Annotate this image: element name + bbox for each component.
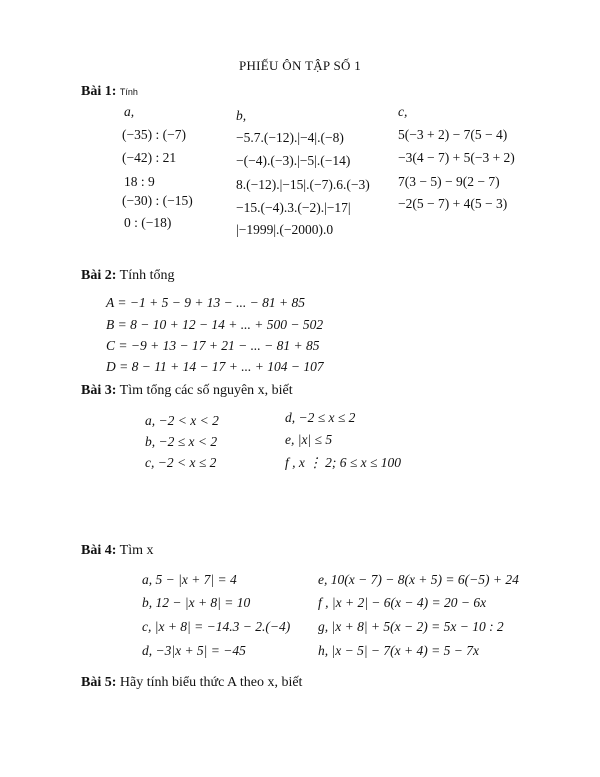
- bai1-b-item: −5.7.(−12).|−4|.(−8): [236, 130, 344, 145]
- bai3-right-item: e, |x| ≤ 5: [285, 432, 333, 447]
- bai3-text: Tìm tổng các số nguyên x, biết: [119, 383, 293, 398]
- page-title: PHIẾU ÔN TẬP SỐ 1: [238, 58, 362, 73]
- bai3-left-item: a, −2 < x < 2: [145, 413, 219, 428]
- bai1-label: Bài 1:: [81, 84, 117, 99]
- bai1-col-c-header: c,: [398, 104, 408, 119]
- bai1-c-item: −3(4 − 7) + 5(−3 + 2): [398, 150, 515, 165]
- bai1-a-item: (−30) : (−15): [122, 193, 193, 208]
- bai4-left-item: b, 12 − |x + 8| = 10: [142, 595, 251, 610]
- bai5-heading: [81, 675, 302, 691]
- bai1-b-item: −(−4).(−3).|−5|.(−14): [236, 153, 351, 168]
- bai1-a-item: 18 : 9: [124, 174, 155, 189]
- bai4-right-item: h, |x − 5| − 7(x + 4) = 5 − 7x: [318, 643, 479, 658]
- bai3-label: Bài 3:: [81, 383, 117, 398]
- bai1-a-item: (−35) : (−7): [122, 127, 186, 142]
- bai1-heading: [81, 84, 138, 100]
- bai5-label: Bài 5:: [81, 675, 117, 690]
- bai2-label: Bài 2:: [81, 268, 117, 283]
- bai3-right-item: f , x ⋮ 2; 6 ≤ x ≤ 100: [285, 455, 402, 470]
- bai1-c-item: 5(−3 + 2) − 7(5 − 4): [398, 127, 508, 142]
- bai1-col-b-header: b,: [236, 108, 247, 123]
- bai4-left-item: a, 5 − |x + 7| = 4: [142, 572, 237, 587]
- bai4-left-item: c, |x + 8| = −14.3 − 2.(−4): [142, 619, 291, 634]
- bai2-heading: [81, 268, 174, 284]
- bai1-a-item: 0 : (−18): [124, 215, 172, 230]
- bai2-sum-line: B = 8 − 10 + 12 − 14 + ... + 500 − 502: [106, 317, 324, 332]
- bai2-sum-line: A = −1 + 5 − 9 + 13 − ... − 81 + 85: [106, 295, 306, 310]
- bai3-right-item: d, −2 ≤ x ≤ 2: [285, 410, 356, 425]
- bai4-left-item: d, −3|x + 5| = −45: [142, 643, 246, 658]
- bai1-col-a-header: a,: [124, 104, 135, 119]
- bai4-right-item: g, |x + 8| + 5(x − 2) = 5x − 10 : 2: [318, 619, 504, 634]
- bai1-c-item: −2(5 − 7) + 4(5 − 3): [398, 196, 508, 211]
- bai4-label: Bài 4:: [81, 543, 117, 558]
- bai4-right-item: e, 10(x − 7) − 8(x + 5) = 6(−5) + 24: [318, 572, 519, 587]
- bai1-b-item: 8.(−12).|−15|.(−7).6.(−3): [236, 177, 370, 192]
- bai1-a-item: (−42) : 21: [122, 150, 177, 165]
- bai4-heading: [81, 543, 153, 559]
- bai2-sum-line: D = 8 − 11 + 14 − 17 + ... + 104 − 107: [106, 359, 324, 374]
- bai2-text: Tính tổng: [119, 268, 175, 283]
- bai3-left-item: b, −2 ≤ x < 2: [145, 434, 218, 449]
- bai5-text: Hãy tính biểu thức A theo x, biết: [119, 675, 303, 690]
- bai3-left-item: c, −2 < x ≤ 2: [145, 455, 217, 470]
- bai4-text: Tìm x: [119, 543, 154, 558]
- bai3-heading: [81, 383, 293, 399]
- bai4-right-item: f , |x + 2| − 6(x − 4) = 20 − 6x: [318, 595, 487, 610]
- bai1-b-item: −15.(−4).3.(−2).|−17|: [236, 200, 351, 215]
- bai1-c-item: 7(3 − 5) − 9(2 − 7): [398, 174, 500, 189]
- bai2-sum-line: C = −9 + 13 − 17 + 21 − ... − 81 + 85: [106, 338, 320, 353]
- bai1-text: Tính: [119, 87, 138, 97]
- bai1-b-item: |−1999|.(−2000).0: [236, 222, 334, 237]
